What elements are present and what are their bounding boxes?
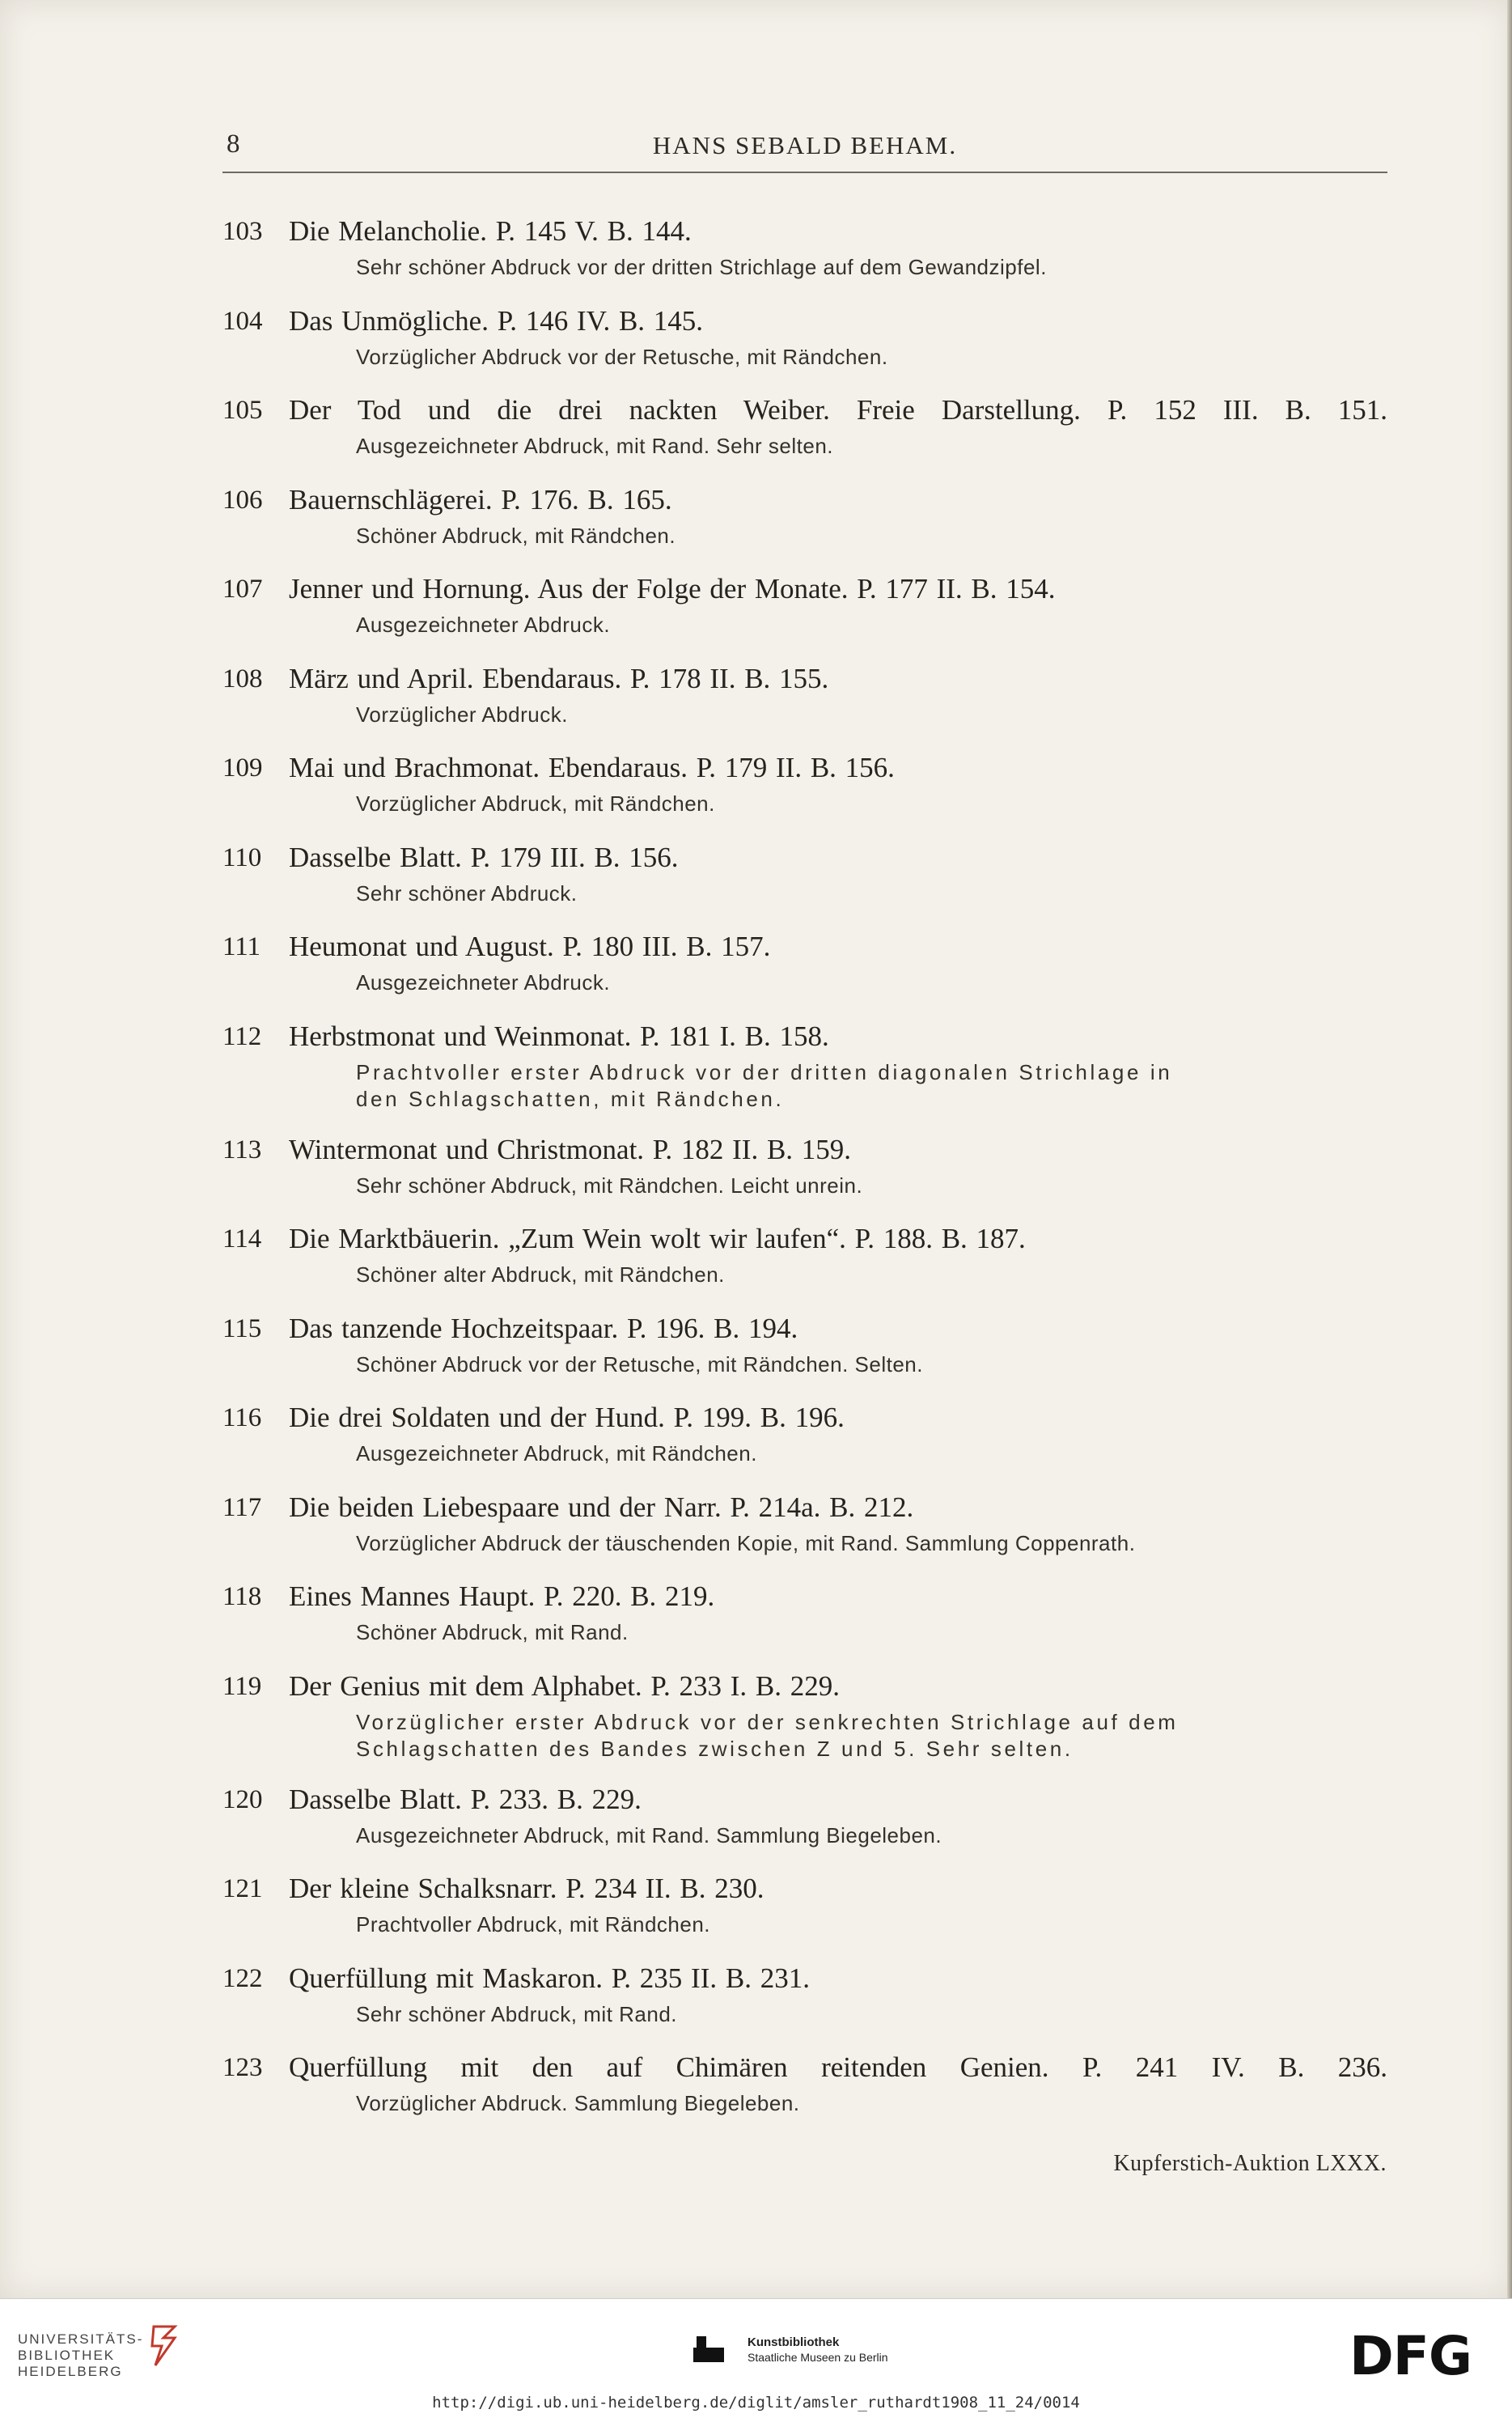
entry-note: Schöner Abdruck vor der Retusche, mit Rändchen. Selten. xyxy=(356,1351,923,1377)
kb-subtitle: Staatliche Museen zu Berlin xyxy=(748,2351,888,2364)
catalog-entry xyxy=(222,1221,1387,1311)
entry-number: 119 xyxy=(222,1671,262,1701)
entry-number: 113 xyxy=(222,1135,262,1164)
kunstbibliothek-label xyxy=(748,2335,888,2365)
entry-note: Prachtvoller Abdruck, mit Rändchen. xyxy=(356,1912,711,1937)
entry-note: Schöner Abdruck, mit Rändchen. xyxy=(356,523,676,548)
catalog-entry xyxy=(222,571,1387,661)
university-library-logo[interactable] xyxy=(18,2331,143,2380)
catalog-entry xyxy=(222,2050,1387,2140)
entry-number: 114 xyxy=(222,1224,262,1254)
catalog-entry xyxy=(222,1490,1387,1580)
catalog-entries xyxy=(222,214,1387,2140)
entry-note-line: Schlagschatten des Bandes zwischen Z und 5. Sehr selten. xyxy=(356,1736,1074,1761)
running-title: HANS SEBALD BEHAM. xyxy=(652,131,958,159)
entry-note: Sehr schöner Abdruck, mit Rand. xyxy=(356,2001,678,2026)
entry-number: 123 xyxy=(222,2053,263,2082)
entry-note: Vorzüglicher Abdruck der täuschenden Kopie, mit Rand. Sammlung Coppenrath. xyxy=(356,1530,1136,1555)
entry-number: 103 xyxy=(222,217,263,246)
catalog-entry xyxy=(222,1019,1387,1132)
catalog-entry xyxy=(222,1579,1387,1669)
kb-name: Kunstbibliothek xyxy=(748,2335,840,2349)
entry-title: Das tanzende Hochzeitspaar. P. 196. B. 194. xyxy=(289,1312,798,1344)
catalog-entry xyxy=(222,1132,1387,1222)
entry-number: 106 xyxy=(222,485,263,515)
entry-note: Vorzüglicher Abdruck. Sammlung Biegeleben. xyxy=(356,2091,800,2115)
viewer-footer-bar xyxy=(0,2298,1512,2388)
entry-number: 109 xyxy=(222,753,263,783)
page-url[interactable]: http://digi.ub.uni-heidelberg.de/diglit/amsler_ruthardt1908_11_24/0014 xyxy=(432,2394,1080,2412)
university-logo-line: BIBLIOTHEK xyxy=(18,2348,116,2363)
entry-title: Querfüllung mit Maskaron. P. 235 II. B. 231. xyxy=(289,1962,810,1994)
entry-note-line: Vorzüglicher erster Abdruck vor der senkrechten Strichlage auf dem xyxy=(356,1709,1179,1734)
catalog-entry xyxy=(222,1311,1387,1401)
entry-note xyxy=(356,1059,1387,1113)
dfg-logo[interactable]: DFG xyxy=(1349,2325,1472,2387)
entry-number: 110 xyxy=(222,842,262,872)
entry-note: Vorzüglicher Abdruck, mit Rändchen. xyxy=(356,791,715,816)
catalog-entry xyxy=(222,392,1387,482)
entry-number: 105 xyxy=(222,396,263,425)
entry-title: Der Genius mit dem Alphabet. P. 233 I. B. 229. xyxy=(289,1669,841,1702)
university-logo-line: HEIDELBERG xyxy=(18,2364,123,2379)
entry-note xyxy=(356,1709,1387,1763)
entry-number: 122 xyxy=(222,1963,263,1993)
entry-title: Bauernschlägerei. P. 176. B. 165. xyxy=(289,483,672,515)
entry-title: März und April. Ebendaraus. P. 178 II. B. 155. xyxy=(289,662,829,694)
entry-title: Das Unmögliche. P. 146 IV. B. 145. xyxy=(289,304,704,337)
entry-note: Ausgezeichneter Abdruck, mit Rändchen. xyxy=(356,1441,757,1466)
entry-title: Jenner und Hornung. Aus der Folge der Monate. P. 177 II. B. 154. xyxy=(289,573,1056,604)
catalog-footer-note: Kupferstich-Auktion LXXX. xyxy=(1113,2151,1387,2176)
entry-title: Eines Mannes Haupt. P. 220. B. 219. xyxy=(289,1580,715,1612)
page-number: 8 xyxy=(227,129,240,159)
entry-number: 112 xyxy=(222,1021,262,1051)
entry-title: Die Melancholie. P. 145 V. B. 144. xyxy=(289,215,692,247)
catalog-entry xyxy=(222,840,1387,930)
entry-number: 111 xyxy=(222,932,261,961)
entry-title: Dasselbe Blatt. P. 179 III. B. 156. xyxy=(289,841,679,873)
entry-number: 115 xyxy=(222,1313,262,1343)
entry-note: Ausgezeichneter Abdruck, mit Rand. Sehr selten. xyxy=(356,434,834,458)
entry-title: Wintermonat und Christmonat. P. 182 II. B. 159. xyxy=(289,1133,852,1165)
entry-title: Dasselbe Blatt. P. 233. B. 229. xyxy=(289,1783,642,1815)
entry-title: Der kleine Schalksnarr. P. 234 II. B. 230. xyxy=(289,1873,764,1904)
entry-number: 118 xyxy=(222,1582,262,1611)
kunstbibliothek-logo-icon[interactable] xyxy=(693,2331,724,2362)
entry-note: Ausgezeichneter Abdruck, mit Rand. Sammlung Biegeleben. xyxy=(356,1822,942,1847)
catalog-entry xyxy=(222,929,1387,1019)
entry-number: 116 xyxy=(222,1403,262,1432)
entry-note: Sehr schöner Abdruck vor der dritten Strichlage auf dem Gewandzipfel. xyxy=(356,255,1047,279)
entry-note: Ausgezeichneter Abdruck. xyxy=(356,613,611,637)
university-logo-line: UNIVERSITÄTS- xyxy=(18,2331,144,2347)
entry-title: Der Tod und die drei nackten Weiber. Freie Darstellung. P. 152 III. B. 151. xyxy=(289,394,1387,426)
entry-note: Schöner Abdruck, mit Rand. xyxy=(356,1620,629,1644)
entry-note: Vorzüglicher Abdruck. xyxy=(356,702,568,727)
entry-number: 108 xyxy=(222,664,263,694)
catalog-entry xyxy=(222,303,1387,393)
entry-note-line: Prachtvoller erster Abdruck vor der dritten diagonalen Strichlage in xyxy=(356,1059,1173,1084)
catalog-entry xyxy=(222,1669,1387,1782)
catalog-entry xyxy=(222,1400,1387,1490)
entry-title: Herbstmonat und Weinmonat. P. 181 I. B. 158. xyxy=(289,1020,829,1052)
entry-title: Die drei Soldaten und der Hund. P. 199. B. 196. xyxy=(289,1402,845,1433)
catalog-entry xyxy=(222,750,1387,840)
page-header xyxy=(222,123,1387,173)
catalog-entry xyxy=(222,661,1387,751)
catalog-entry xyxy=(222,1961,1387,2051)
entry-title: Die Marktbäuerin. „Zum Wein wolt wir laufen“. P. 188. B. 187. xyxy=(289,1223,1026,1254)
entry-number: 104 xyxy=(222,306,263,336)
entry-note-line: den Schlagschatten, mit Rändchen. xyxy=(356,1086,785,1111)
entry-number: 120 xyxy=(222,1784,263,1814)
entry-note: Sehr schöner Abdruck, mit Rändchen. Leicht unrein. xyxy=(356,1173,863,1198)
catalog-entry xyxy=(222,214,1387,303)
page-edge xyxy=(1507,0,1512,2298)
catalog-entry xyxy=(222,1782,1387,1872)
entry-title: Die beiden Liebespaare und der Narr. P. 214a. B. 212. xyxy=(289,1491,914,1523)
entry-note: Vorzüglicher Abdruck vor der Retusche, mit Rändchen. xyxy=(356,344,888,369)
entry-note: Sehr schöner Abdruck. xyxy=(356,880,578,906)
entry-note: Ausgezeichneter Abdruck. xyxy=(356,970,611,995)
entry-number: 107 xyxy=(222,575,263,604)
entry-number: 121 xyxy=(222,1874,263,1903)
catalog-entry xyxy=(222,482,1387,572)
catalog-entry xyxy=(222,1871,1387,1961)
university-mark-icon xyxy=(147,2323,181,2369)
entry-note: Schöner alter Abdruck, mit Rändchen. xyxy=(356,1262,725,1287)
entry-title: Mai und Brachmonat. Ebendaraus. P. 179 II. B. 156. xyxy=(289,752,895,783)
entry-number: 117 xyxy=(222,1492,262,1522)
entry-title: Heumonat und August. P. 180 III. B. 157. xyxy=(289,931,771,962)
entry-title: Querfüllung mit den auf Chimären reitenden Genien. P. 241 IV. B. 236. xyxy=(289,2051,1387,2083)
